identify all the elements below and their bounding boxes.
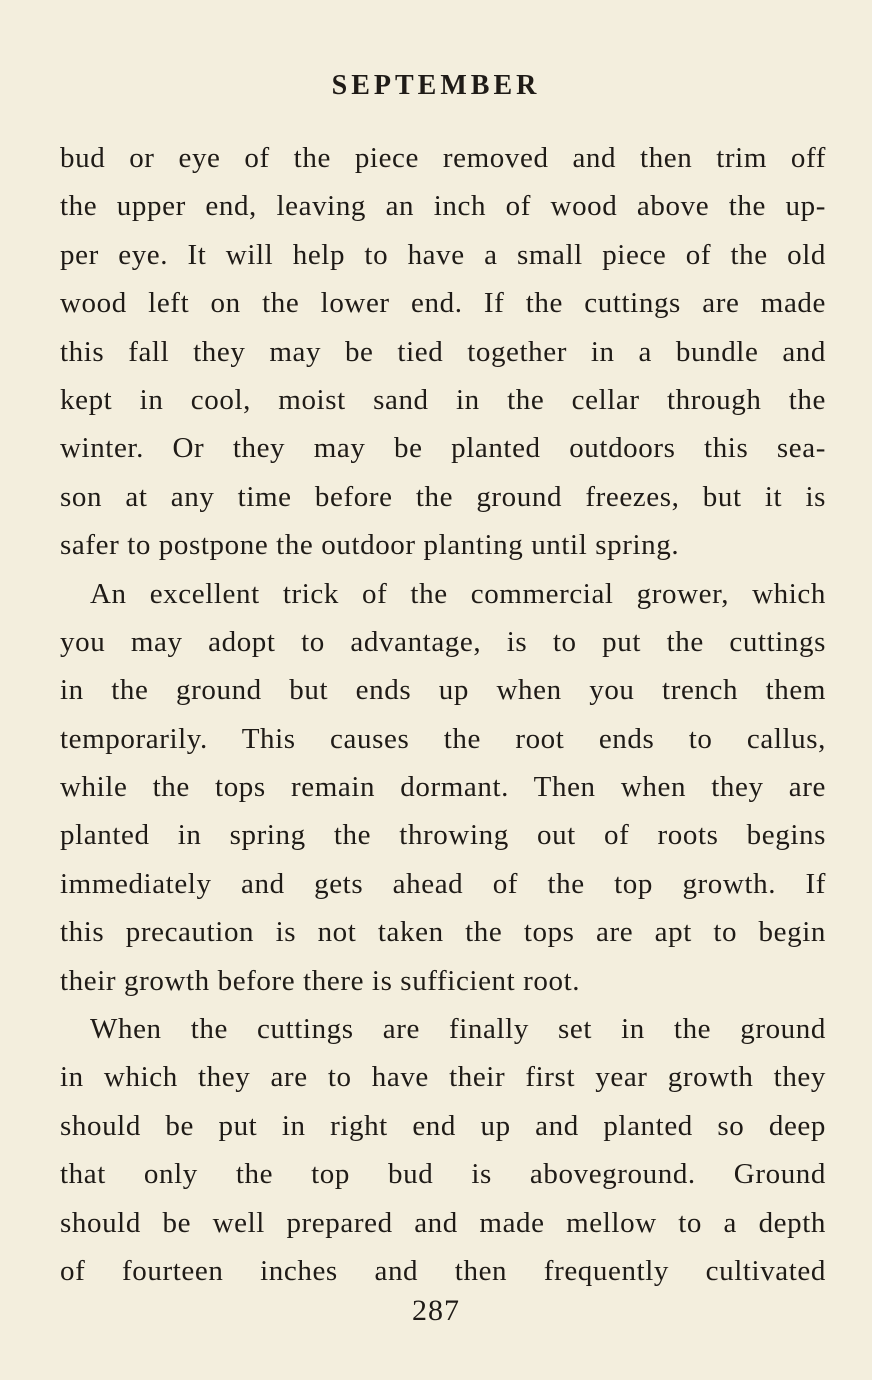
text-line: wood left on the lower end. If the cuttings are made [60,287,826,320]
text-line: bud or eye of the piece removed and then trim off [60,142,826,174]
page-number: 287 [412,1294,460,1327]
text-line: per eye. It will help to have a small piece of the old [60,238,826,271]
text-line: in which they are to have their first year growth they [60,1061,826,1094]
text-line: temporarily. This causes the root ends to callus, [60,722,826,755]
text-line: their growth before there is sufficient root. [60,964,581,997]
text-line: immediately and gets ahead of the top growth. If [60,867,826,900]
text-line: safer to postpone the outdoor planting until spring. [60,529,680,562]
text-line: in the ground but ends up when you trench them [60,674,826,707]
text-line: should be put in right end up and planted so deep [60,1109,826,1142]
running-head: SEPTEMBER [331,70,541,101]
text-line: planted in spring the throwing out of roots begins [60,819,826,852]
text-line: this fall they may be tied together in a bundle and [60,335,826,368]
text-line: kept in cool, moist sand in the cellar through the [60,383,826,416]
text-line: of fourteen inches and then frequently cultivated [60,1254,826,1287]
text-line: the upper end, leaving an inch of wood above the up- [60,190,826,223]
text-line: you may adopt to advantage, is to put the cuttings [60,625,826,658]
text-line: while the tops remain dormant. Then when they are [60,771,826,804]
text-line: An excellent trick of the commercial grower, which [90,577,826,610]
text-line: that only the top bud is aboveground. Ground [60,1158,826,1191]
text-line: should be well prepared and made mellow to a depth [60,1206,826,1239]
text-line: When the cuttings are finally set in the ground [90,1013,826,1046]
text-line: son at any time before the ground freezes, but it is [60,480,826,513]
text-line: this precaution is not taken the tops are apt to begin [60,916,826,949]
body-text [60,134,826,1295]
text-line: winter. Or they may be planted outdoors this sea- [60,432,826,465]
